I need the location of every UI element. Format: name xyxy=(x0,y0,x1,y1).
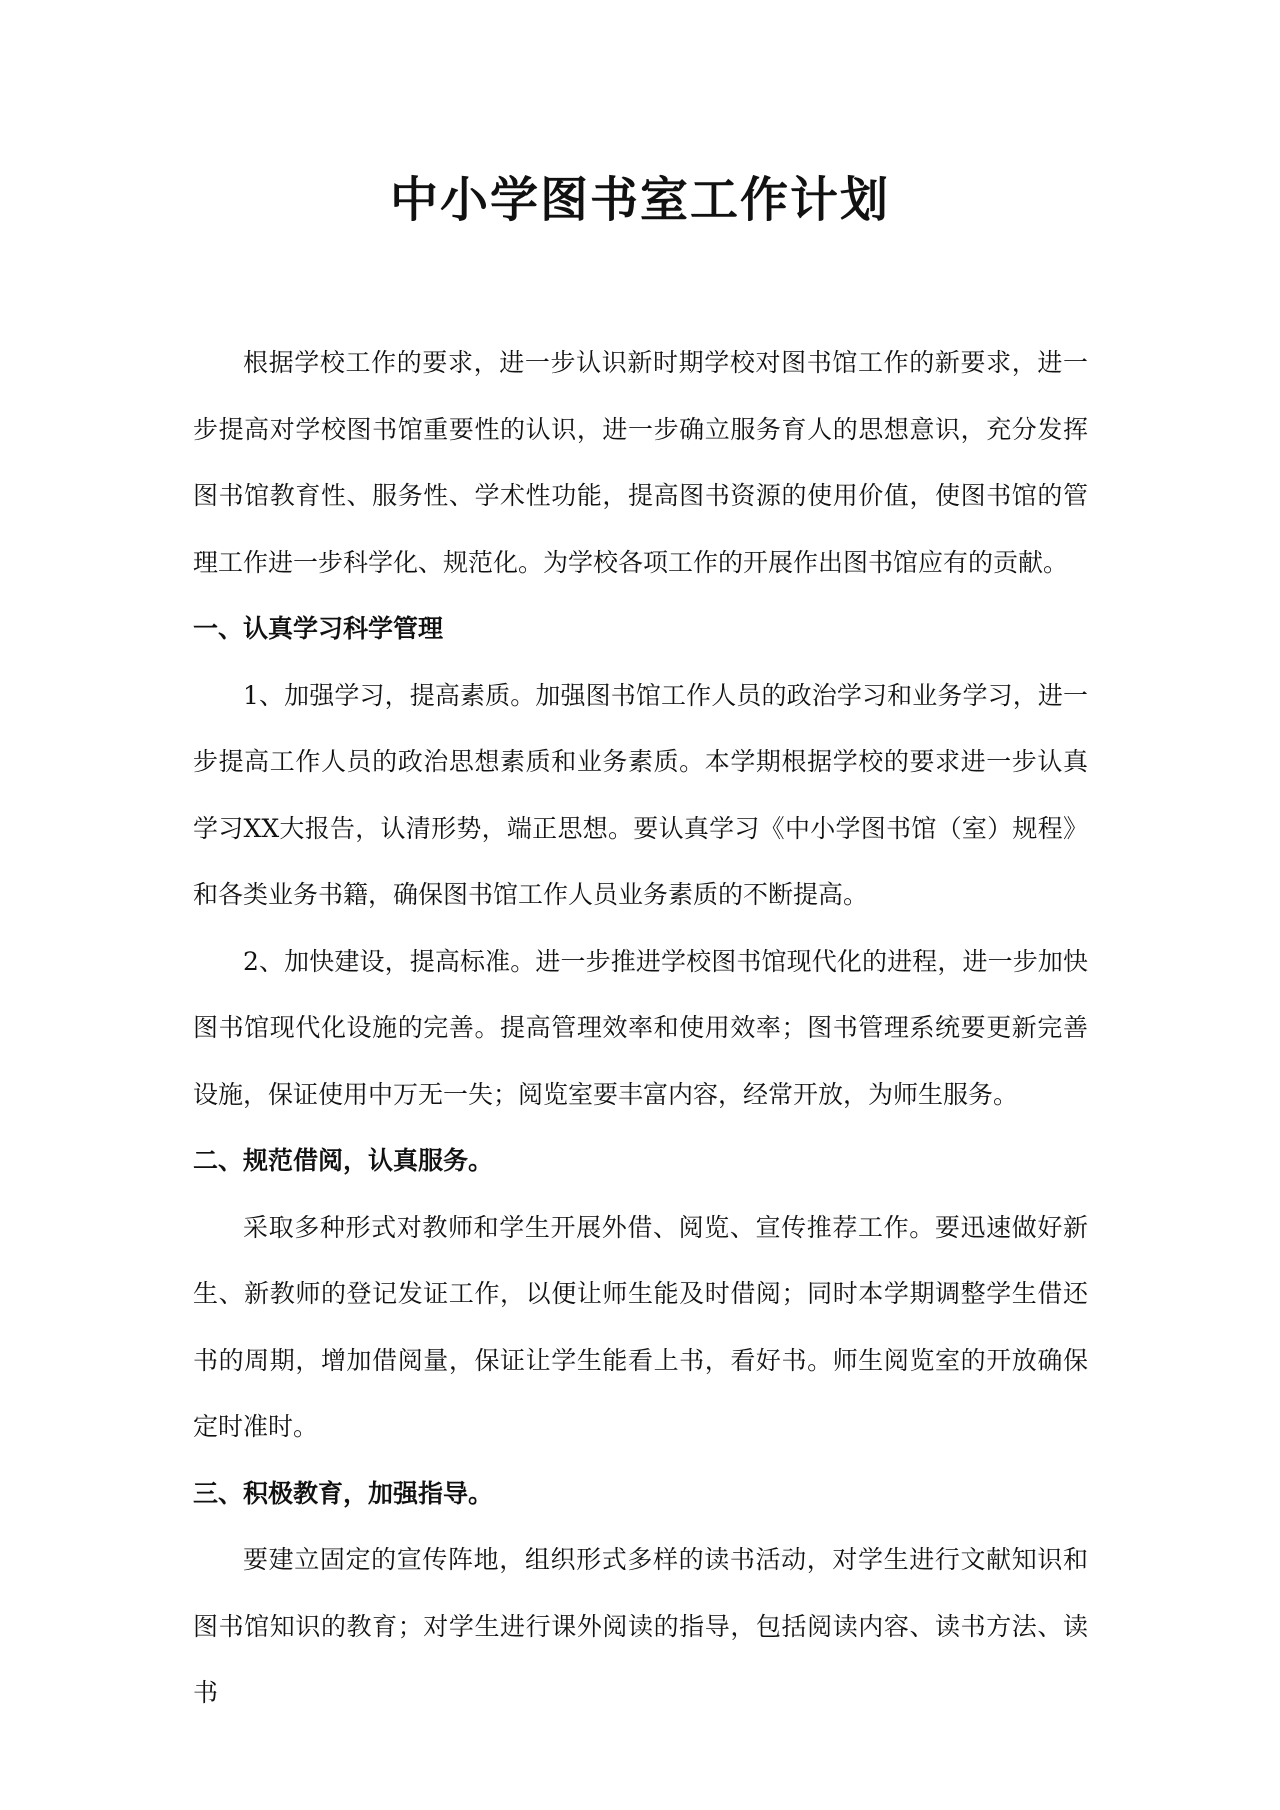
document-title: 中小学图书室工作计划 xyxy=(389,172,890,228)
section-3-paragraph-1: 要建立固定的宣传阵地，组织形式多样的读书活动，对学生进行文献知识和图书馆知识的教育；对学生进行课外阅读的指导，包括阅读内容、读书方法、读书 xyxy=(193,1545,1088,1707)
section-1-paragraph-2: 2、加快建设，提高标准。进一步推进学校图书馆现代化的进程，进一步加快图书馆现代化设施的完善。提高管理效率和使用效率；图书管理系统要更新完善设施，保证使用中万无一失；阅览室要丰富内容，经常开放，为师生服务。 xyxy=(193,946,1088,1109)
section-2-paragraph-1: 采取多种形式对教师和学生开展外借、阅览、宣传推荐工作。要迅速做好新生、新教师的登记发证工作，以便让师生能及时借阅；同时本学期调整学生借还书的周期，增加借阅量，保证让学生能看上书，看好书。师生阅览室的开放确保定时准时。 xyxy=(193,1212,1088,1441)
section-heading-2: 二、规范借阅，认真服务。 xyxy=(193,1146,494,1175)
section-heading-3: 三、积极教育，加强指导。 xyxy=(193,1478,494,1508)
section-1-paragraph-1: 1、加强学习，提高素质。加强图书馆工作人员的政治学习和业务学习，进一步提高工作人员的政治思想素质和业务素质。本学期根据学校的要求进一步认真学习XX大报告，认清形势，端正思想。要认真学习《中小学图书馆（室）规程》和各类业务书籍，确保图书馆工作人员业务素质的不断提高。 xyxy=(193,680,1088,909)
intro-paragraph: 根据学校工作的要求，进一步认识新时期学校对图书馆工作的新要求，进一步提高对学校图书馆重要性的认识，进一步确立服务育人的思想意识，充分发挥图书馆教育性、服务性、学术性功能，提高图书资源的使用价值，使图书馆的管理工作进一步科学化、规范化。为学校各项工作的开展作出图书馆应有的贡献。 xyxy=(193,348,1088,577)
section-heading-1: 一、认真学习科学管理 xyxy=(193,614,444,643)
document-body xyxy=(193,330,1088,1727)
